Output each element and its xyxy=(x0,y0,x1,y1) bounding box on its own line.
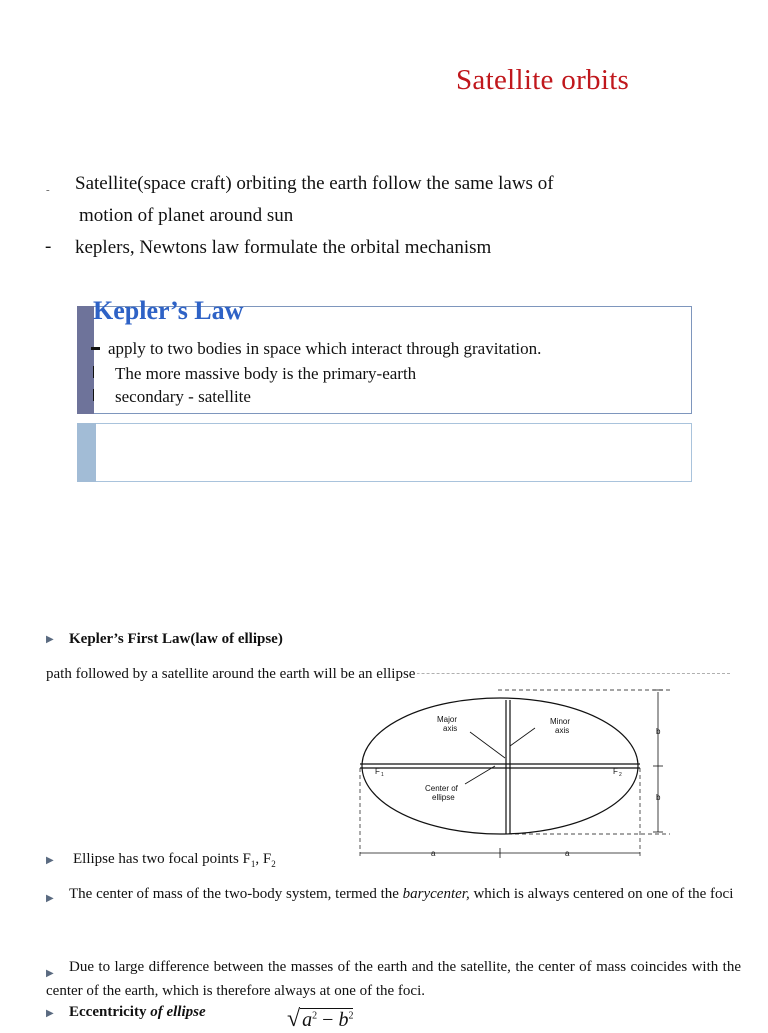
empty-box xyxy=(77,423,692,482)
kepler-bullet-mark xyxy=(93,366,94,378)
empty-box-accent-bar xyxy=(77,423,96,482)
intro-bullet-2: keplers, Newtons law formulate the orbital mechanism xyxy=(75,237,492,258)
diagram-label-f1-sub: 1 xyxy=(381,772,384,778)
kepler-box-accent-bar xyxy=(77,306,94,414)
page-title: Satellite orbits xyxy=(456,64,630,96)
focal-sep: , F xyxy=(255,851,272,867)
focal-points-text xyxy=(73,849,276,874)
kepler-line-2: The more massive body is the primary-earth xyxy=(115,364,417,383)
formula-exp-a: 2 xyxy=(312,1010,318,1022)
ellipse-diagram xyxy=(355,688,675,860)
barycenter-paragraph xyxy=(46,884,741,904)
diagram-label-a-right: a xyxy=(565,849,570,858)
focal-sub-1: 1 xyxy=(250,859,256,869)
barycenter-text-2: which is always centered on one of the foci xyxy=(469,886,734,902)
eccentricity-label xyxy=(69,1002,206,1022)
diagram-label-f2: F xyxy=(613,767,618,776)
diagram-label-major-2: axis xyxy=(443,724,458,733)
diagram-label-f2-sub: 2 xyxy=(619,772,622,778)
barycenter-term: barycenter, xyxy=(402,886,470,902)
bullet-triangle-icon: ▶ xyxy=(46,1008,54,1019)
diagram-label-center-2: ellipse xyxy=(432,793,455,802)
ellipse-outline xyxy=(362,698,638,834)
bullet-dash: - xyxy=(46,184,50,196)
bullet-triangle-icon: ▶ xyxy=(46,634,54,645)
kepler-bullet-mark xyxy=(93,389,94,401)
due-paragraph xyxy=(46,955,741,1003)
formula-exp-b: 2 xyxy=(348,1010,354,1022)
diagram-label-center-1: Center of xyxy=(425,784,458,793)
focal-points-label: Ellipse has two focal points F xyxy=(73,851,251,867)
eccentricity-bold: Eccentricity xyxy=(69,1004,147,1020)
first-law-heading: Kepler’s First Law(law of ellipse) xyxy=(69,631,283,647)
intro-bullet-1-line1: Satellite(space craft) orbiting the earth follow the same laws of xyxy=(75,173,554,194)
bullet-dash: - xyxy=(45,236,52,257)
diagram-label-major-1: Major xyxy=(437,715,458,724)
diagram-label-minor-2: axis xyxy=(555,726,570,735)
eccentricity-formula: √ $a^2 - b^2$ xyxy=(287,1006,354,1032)
diagram-label-f1: F xyxy=(375,767,380,776)
diagram-label-b-bottom: b xyxy=(656,793,661,802)
first-law-text: path followed by a satellite around the earth will be an ellipse xyxy=(46,666,416,682)
diagram-label-a-left: a xyxy=(431,849,436,858)
formula-a: a xyxy=(302,1009,313,1031)
bullet-triangle-icon: ▶ xyxy=(46,893,54,904)
formula-b: b xyxy=(338,1009,349,1031)
kepler-law-heading: Kepler’s Law xyxy=(93,296,244,325)
diagram-label-b-top: b xyxy=(656,727,661,736)
due-text: Due to large difference between the masses of the earth and the satellite, the center of mass coincides with the center of the earth, which is therefore always at one of the foci. xyxy=(46,959,741,999)
focal-sub-2: 2 xyxy=(271,859,276,869)
bullet-triangle-icon: ▶ xyxy=(46,855,54,866)
diagram-label-minor-1: Minor xyxy=(550,717,571,726)
intro-bullet-1-line2: motion of planet around sun xyxy=(79,205,294,226)
bullet-triangle-icon: ▶ xyxy=(46,968,54,979)
eccentricity-italic: of ellipse xyxy=(150,1004,206,1020)
barycenter-text-1: The center of mass of the two-body system, termed the xyxy=(69,886,403,902)
formula-minus: − xyxy=(322,1009,334,1031)
kepler-line-3: secondary - satellite xyxy=(115,387,251,406)
kepler-bullet-mark xyxy=(91,347,100,350)
kepler-line-1: apply to two bodies in space which interact through gravitation. xyxy=(108,339,542,358)
